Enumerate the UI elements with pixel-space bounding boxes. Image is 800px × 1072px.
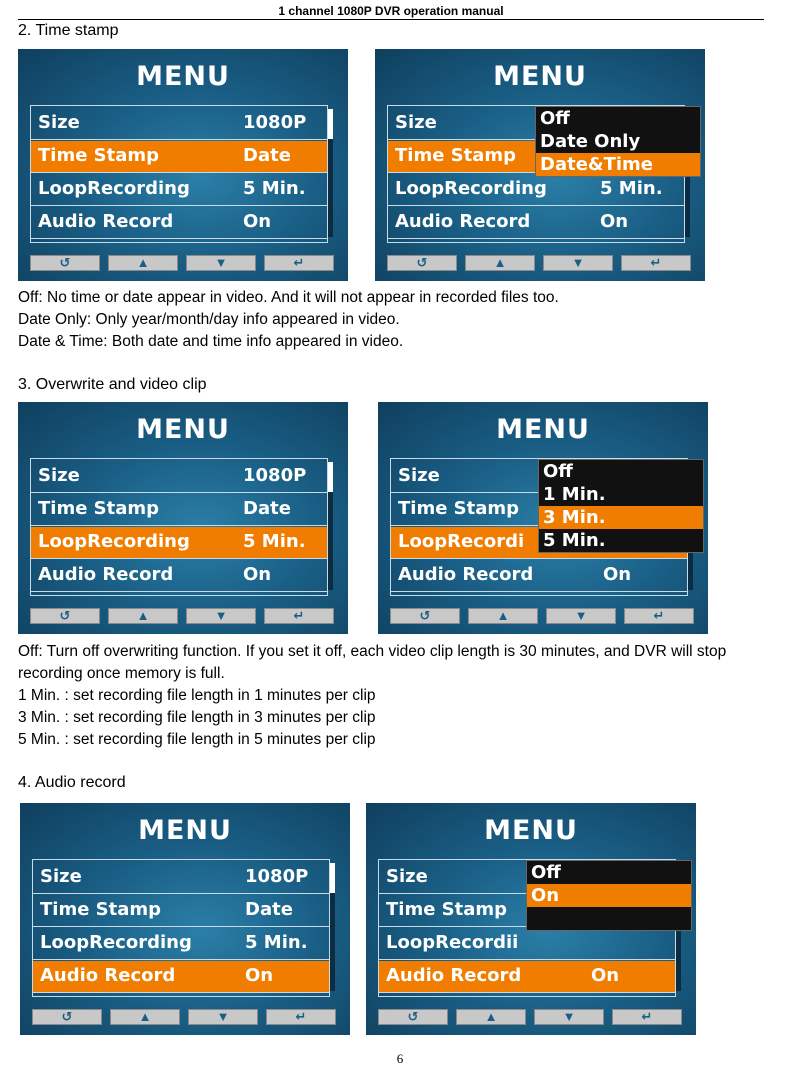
up-triangle-button[interactable]	[468, 608, 538, 624]
down-triangle-button[interactable]	[186, 608, 256, 624]
dvr-menu-screen	[18, 402, 348, 634]
back-button[interactable]	[378, 1009, 448, 1025]
menu-row-value: 1080P	[243, 465, 307, 486]
back-icon: ↺	[61, 1009, 73, 1024]
menu-title: MENU	[496, 414, 590, 445]
down-triangle-button[interactable]	[546, 608, 616, 624]
menu-title: MENU	[136, 414, 230, 445]
menu-row-label: Audio Record	[38, 211, 174, 232]
menu-row[interactable]	[33, 961, 329, 993]
menu-row-label: Size	[386, 866, 428, 887]
menu-row-value: On	[603, 564, 632, 585]
menu-title: MENU	[484, 815, 578, 846]
menu-row-label: Time Stamp	[40, 899, 162, 920]
popup-option[interactable]: 3 Min.	[539, 506, 703, 529]
popup-option[interactable]: Off	[543, 461, 573, 482]
menu-row-value: 5 Min.	[243, 178, 306, 199]
dvr-menu-screen	[20, 803, 350, 1035]
down-triangle-icon: ▼	[214, 608, 228, 623]
menu-row-label: Audio Record	[38, 564, 174, 585]
back-button[interactable]	[390, 608, 460, 624]
popup-option[interactable]: Date Only	[540, 131, 641, 152]
down-triangle-button[interactable]	[188, 1009, 258, 1025]
menu-row-label: Size	[395, 112, 437, 133]
menu-row[interactable]	[31, 207, 327, 239]
menu-row[interactable]	[388, 207, 684, 239]
enter-icon: ↵	[293, 255, 305, 270]
up-triangle-icon: ▲	[484, 1009, 498, 1024]
description-line: 1 Min. : set recording file length in 1 minutes per clip	[18, 687, 376, 704]
menu-row-label: LoopRecording	[38, 178, 190, 199]
back-button[interactable]	[387, 255, 457, 271]
description-line: Off: No time or date appear in video. And it will not appear in recorded files too.	[18, 289, 559, 306]
enter-icon: ↵	[641, 1009, 653, 1024]
down-triangle-icon: ▼	[574, 608, 588, 623]
back-button[interactable]	[30, 608, 100, 624]
menu-row-label: LoopRecording	[38, 531, 190, 552]
back-icon: ↺	[419, 608, 431, 623]
down-triangle-button[interactable]	[534, 1009, 604, 1025]
enter-icon: ↵	[653, 608, 665, 623]
button-bar	[32, 1009, 338, 1025]
menu-title: MENU	[138, 815, 232, 846]
menu-row[interactable]	[31, 494, 327, 526]
down-triangle-icon: ▼	[562, 1009, 576, 1024]
scrollbar-thumb[interactable]	[328, 462, 333, 492]
dvr-menu-screen	[18, 49, 348, 281]
option-popup	[526, 860, 692, 931]
menu-row-label: Audio Record	[398, 564, 534, 585]
option-popup	[538, 459, 704, 553]
menu-row[interactable]	[379, 928, 675, 960]
section-title: 2. Time stamp	[18, 22, 119, 39]
menu-row-label: Time Stamp	[386, 899, 508, 920]
enter-icon: ↵	[293, 608, 305, 623]
page-number: 6	[396, 1051, 404, 1066]
up-triangle-button[interactable]	[465, 255, 535, 271]
up-triangle-icon: ▲	[138, 1009, 152, 1024]
section-description	[18, 287, 778, 353]
button-bar	[30, 608, 336, 624]
button-bar	[387, 255, 693, 271]
menu-row[interactable]	[31, 461, 327, 493]
up-triangle-button[interactable]	[110, 1009, 180, 1025]
scrollbar-thumb[interactable]	[330, 863, 335, 893]
menu-row-value: On	[243, 564, 272, 585]
up-triangle-icon: ▲	[136, 255, 150, 270]
menu-row-value: On	[600, 211, 629, 232]
down-triangle-icon: ▼	[214, 255, 228, 270]
popup-option[interactable]: Off	[531, 862, 561, 883]
menu-row-label: LoopRecording	[40, 932, 192, 953]
section-title: 4. Audio record	[18, 774, 126, 791]
back-icon: ↺	[407, 1009, 419, 1024]
menu-row-label: Audio Record	[386, 965, 522, 986]
down-triangle-icon: ▼	[216, 1009, 230, 1024]
menu-row[interactable]	[31, 527, 327, 559]
menu-row-label: Audio Record	[40, 965, 176, 986]
menu-row-label: Size	[40, 866, 82, 887]
menu-row-value: On	[243, 211, 272, 232]
menu-row-value: Date	[245, 899, 293, 920]
enter-button[interactable]	[264, 255, 334, 271]
menu-row-label: Time Stamp	[38, 145, 160, 166]
popup-option[interactable]: Date&Time	[536, 153, 700, 176]
scrollbar-thumb[interactable]	[328, 109, 333, 139]
button-bar	[378, 1009, 684, 1025]
enter-button[interactable]	[266, 1009, 336, 1025]
dvr-menu-screen	[375, 49, 705, 281]
menu-row-label: Size	[38, 465, 80, 486]
up-triangle-icon: ▲	[493, 255, 507, 270]
menu-row[interactable]	[31, 174, 327, 206]
up-triangle-icon: ▲	[136, 608, 150, 623]
page-header: 1 channel 1080P DVR operation manual	[18, 4, 764, 20]
popup-option[interactable]: 1 Min.	[543, 484, 606, 505]
menu-row-value: 5 Min.	[245, 932, 308, 953]
button-bar	[30, 255, 336, 271]
back-button[interactable]	[30, 255, 100, 271]
option-popup	[535, 106, 701, 177]
section-title: 3. Overwrite and video clip	[18, 376, 207, 393]
up-triangle-button[interactable]	[108, 608, 178, 624]
up-triangle-button[interactable]	[456, 1009, 526, 1025]
menu-row-label: LoopRecording	[395, 178, 547, 199]
popup-option[interactable]: Off	[540, 108, 570, 129]
down-triangle-button[interactable]	[186, 255, 256, 271]
menu-title: MENU	[493, 61, 587, 92]
menu-row-value: Date	[243, 145, 291, 166]
menu-row-label: Time Stamp	[395, 145, 517, 166]
menu-row-value: On	[245, 965, 274, 986]
menu-row[interactable]	[33, 928, 329, 960]
up-triangle-button[interactable]	[108, 255, 178, 271]
menu-row-value: Date	[243, 498, 291, 519]
menu-row-label: LoopRecordi	[398, 531, 525, 552]
description-line: 3 Min. : set recording file length in 3 minutes per clip	[18, 709, 376, 726]
menu-row-value: 5 Min.	[243, 531, 306, 552]
enter-icon: ↵	[650, 255, 662, 270]
menu-row[interactable]	[31, 141, 327, 173]
enter-button[interactable]	[264, 608, 334, 624]
down-triangle-icon: ▼	[571, 255, 585, 270]
enter-button[interactable]	[621, 255, 691, 271]
menu-list	[30, 105, 328, 243]
down-triangle-button[interactable]	[543, 255, 613, 271]
section-description	[18, 641, 778, 751]
menu-list	[30, 458, 328, 596]
dvr-menu-screen	[378, 402, 708, 634]
popup-option[interactable]: 5 Min.	[543, 530, 606, 551]
menu-row-value: 1080P	[245, 866, 309, 887]
menu-row-label: Size	[38, 112, 80, 133]
menu-row[interactable]	[31, 108, 327, 140]
button-bar	[390, 608, 696, 624]
enter-button[interactable]	[612, 1009, 682, 1025]
menu-row-label: Audio Record	[395, 211, 531, 232]
back-button[interactable]	[32, 1009, 102, 1025]
menu-row-value: 5 Min.	[600, 178, 663, 199]
enter-button[interactable]	[624, 608, 694, 624]
menu-row[interactable]	[31, 560, 327, 592]
menu-row[interactable]	[391, 560, 687, 592]
up-triangle-icon: ▲	[496, 608, 510, 623]
menu-row[interactable]	[33, 862, 329, 894]
menu-row[interactable]	[379, 961, 675, 993]
enter-icon: ↵	[295, 1009, 307, 1024]
description-line: 5 Min. : set recording file length in 5 minutes per clip	[18, 731, 376, 748]
menu-title: MENU	[136, 61, 230, 92]
description-line: Date Only: Only year/month/day info appeared in video.	[18, 311, 400, 328]
menu-row-value: On	[591, 965, 620, 986]
menu-row-label: Time Stamp	[398, 498, 520, 519]
back-icon: ↺	[416, 255, 428, 270]
menu-row[interactable]	[388, 174, 684, 206]
menu-row-value: 1080P	[243, 112, 307, 133]
back-icon: ↺	[59, 255, 71, 270]
popup-option[interactable]: On	[527, 884, 691, 907]
menu-row-label: LoopRecordii	[386, 932, 519, 953]
menu-row[interactable]	[33, 895, 329, 927]
popup-option[interactable]	[527, 907, 691, 930]
menu-list	[32, 859, 330, 997]
menu-row-label: Time Stamp	[38, 498, 160, 519]
back-icon: ↺	[59, 608, 71, 623]
menu-row-label: Size	[398, 465, 440, 486]
dvr-menu-screen	[366, 803, 696, 1035]
description-line: Off: Turn off overwriting function. If you set it off, each video clip length is 30 minutes, and DVR will stop recording once memory is full.	[18, 643, 727, 682]
description-line: Date & Time: Both date and time info appeared in video.	[18, 333, 404, 350]
